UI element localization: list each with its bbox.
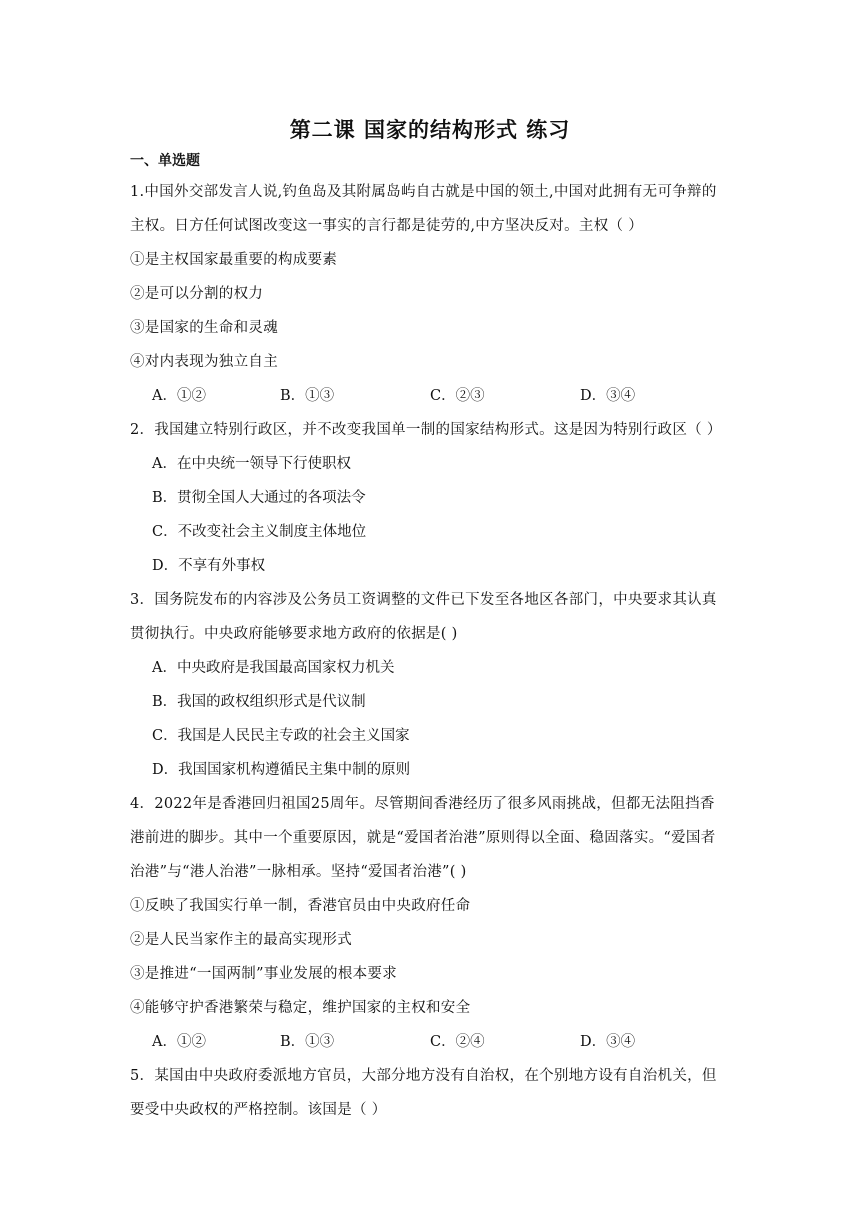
question-2-option-c[interactable]: C．不改变社会主义制度主体地位 — [152, 524, 367, 540]
question-2-option-a[interactable]: A．在中央统一领导下行使职权 — [152, 456, 351, 472]
question-3-option-b[interactable]: B．我国的政权组织形式是代议制 — [152, 694, 366, 710]
question-4-item: ④能够守护香港繁荣与稳定，维护国家的主权和安全 — [130, 1000, 471, 1016]
question-3-option-c[interactable]: C．我国是人民民主专政的社会主义国家 — [152, 728, 410, 744]
question-4-option-d[interactable]: D．③④ — [580, 1034, 636, 1050]
question-3-option-a[interactable]: A．中央政府是我国最高国家权力机关 — [152, 660, 395, 676]
question-1-item: ②是可以分割的权力 — [130, 286, 264, 302]
question-1-item: ③是国家的生命和灵魂 — [130, 320, 278, 336]
question-1-option-b[interactable]: B．①③ — [280, 388, 335, 404]
question-2-option-b[interactable]: B．贯彻全国人大通过的各项法令 — [152, 490, 366, 506]
question-1-stem-line-1: 1.中国外交部发言人说,钓鱼岛及其附属岛屿自古就是中国的领土,中国对此拥有无可争辩的 — [130, 184, 717, 200]
question-1-stem-line-2: 主权。日方任何试图改变这一事实的言行都是徒劳的,中方坚决反对。主权（ ） — [130, 218, 644, 234]
question-1-option-d[interactable]: D．③④ — [580, 388, 636, 404]
question-3-option-d[interactable]: D．我国国家机构遵循民主集中制的原则 — [152, 762, 411, 778]
question-3-stem-line-1: 3．国务院发布的内容涉及公务员工资调整的文件已下发至各地区各部门，中央要求其认真 — [130, 592, 717, 608]
question-5-stem-line-2: 要受中央政权的严格控制。该国是（ ） — [130, 1102, 387, 1118]
question-1-item: ①是主权国家最重要的构成要素 — [130, 252, 338, 268]
question-1-item: ④对内表现为独立自主 — [130, 354, 278, 370]
question-4-option-c[interactable]: C．②④ — [430, 1034, 485, 1050]
section-heading: 一、单选题 — [130, 153, 200, 169]
page-title: 第二课 国家的结构形式 练习 — [289, 117, 571, 142]
question-1-option-c[interactable]: C．②③ — [430, 388, 485, 404]
question-4-stem-line-2: 港前进的脚步。其中一个重要原因，就是“爱国者治港”原则得以全面、稳固落实。“爱国者 — [130, 830, 716, 846]
question-1-option-a[interactable]: A．①② — [152, 388, 206, 404]
question-4-stem-line-1: 4．2022年是香港回归祖国25周年。尽管期间香港经历了很多风雨挑战，但都无法阻挡香 — [130, 796, 715, 812]
question-2-stem-line-1: 2．我国建立特别行政区，并不改变我国单一制的国家结构形式。这是因为特别行政区（ ） — [130, 422, 722, 438]
question-4-item: ②是人民当家作主的最高实现形式 — [130, 932, 352, 948]
question-4-stem-line-3: 治港”与“港人治港”一脉相承。坚持“爱国者治港”( ) — [130, 864, 467, 880]
question-4-item: ①反映了我国实行单一制，香港官员由中央政府任命 — [130, 898, 471, 914]
question-4-option-a[interactable]: A．①② — [152, 1034, 206, 1050]
question-2-option-d[interactable]: D．不享有外事权 — [152, 558, 266, 574]
question-4-option-b[interactable]: B．①③ — [280, 1034, 335, 1050]
question-3-stem-line-2: 贯彻执行。中央政府能够要求地方政府的依据是( ) — [130, 626, 458, 642]
question-4-item: ③是推进“一国两制”事业发展的根本要求 — [130, 966, 398, 982]
question-5-stem-line-1: 5．某国由中央政府委派地方官员，大部分地方没有自治权，在个别地方设有自治机关，但 — [130, 1068, 717, 1084]
